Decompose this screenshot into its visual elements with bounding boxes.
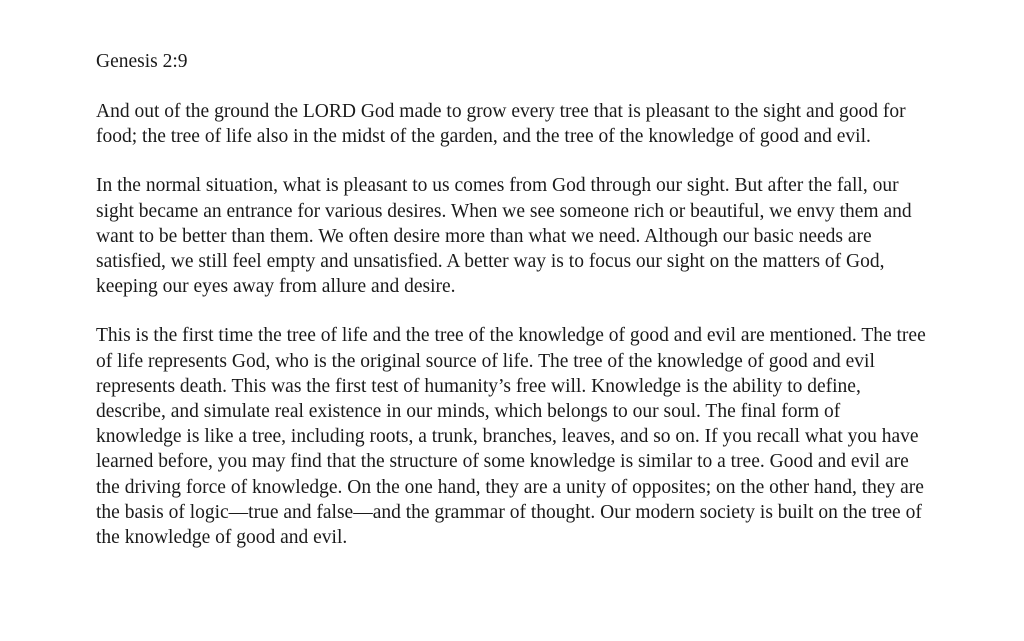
verse-reference-heading: Genesis 2:9 — [96, 51, 188, 72]
commentary-paragraph-1: In the normal situation, what is pleasant to us comes from God through our sight. But after the fall, our sight became an entrance for various desires. When we see someone rich or beautiful, we envy them and want to be better than them. We often desire more than what we need. Although our basic needs are satisfied, we still feel empty and unsatisfied. A better way is to focus our sight on the matters of God, keeping our eyes away from allure and desire. — [96, 175, 912, 298]
commentary-paragraph-2: This is the first time the tree of life and the tree of the knowledge of good and evil are mentioned. The tree of life represents God, who is the original source of life. The tree of the knowledge of good and evil represents death. This was the first test of humanity’s free will. Knowledge is the ability to define, describe, and simulate real existence in our minds, which belongs to our soul. The final form of knowledge is like a tree, including roots, a trunk, branches, leaves, and so on. If you recall what you have learned before, you may find that the structure of some knowledge is similar to a tree. Good and evil are the driving force of knowledge. On the one hand, they are a unity of opposites; on the other hand, they are the basis of logic—true and false—and the grammar of thought. Our modern society is built on the tree of the knowledge of good and evil. — [96, 325, 926, 549]
scripture-paragraph: And out of the ground the LORD God made to grow every tree that is pleasant to the sight and good for food; the tree of life also in the midst of the garden, and the tree of the knowledge of good and evil. — [96, 101, 906, 148]
